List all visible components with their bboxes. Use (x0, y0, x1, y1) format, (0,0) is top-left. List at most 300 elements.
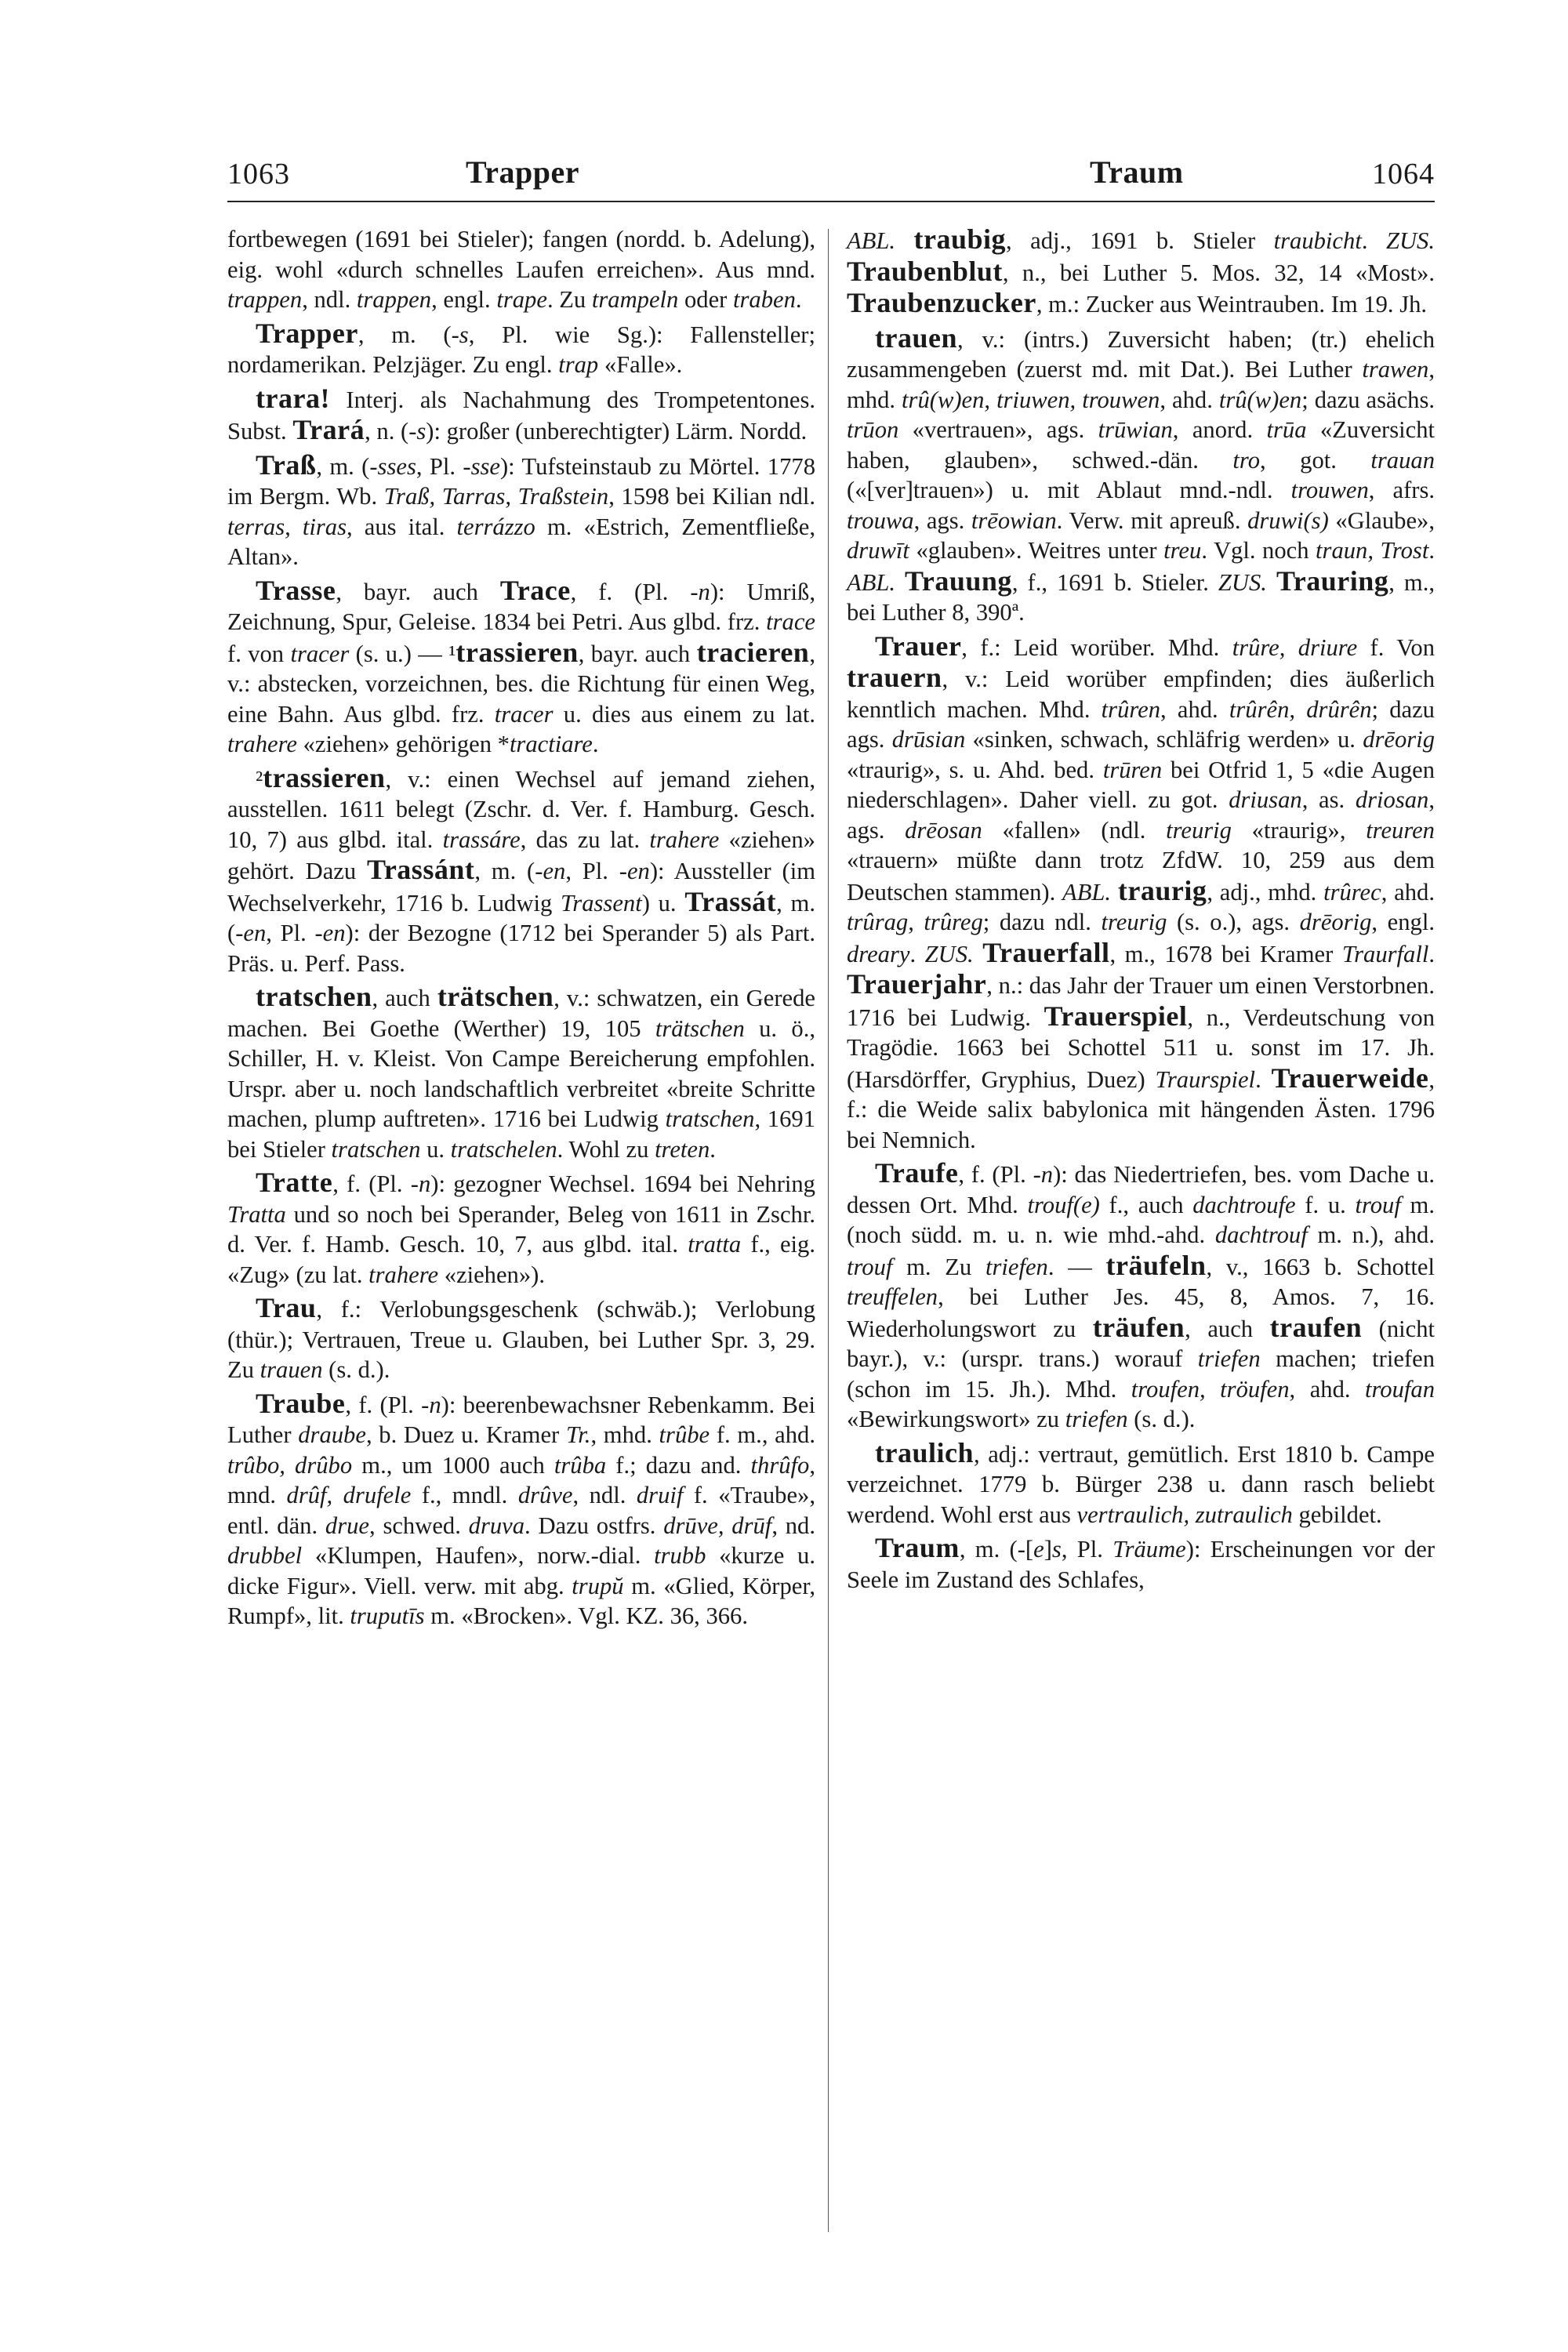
entry-text: ; dazu asächs. (1301, 386, 1435, 413)
italic-form: sse (470, 452, 500, 480)
italic-form: triefen (985, 1253, 1048, 1280)
entry-text: , v.: (intrs.) Zuversicht haben; (tr.) ehelich zusammengeben (zuerst md. mit Dat.). Bei Luther (847, 325, 1435, 383)
right-running-headword: Traum (1090, 154, 1184, 190)
entry-text: , m. (- (474, 858, 543, 884)
entry-text: m. (noch südd. m. u. n. wie mhd.-ahd. (847, 1191, 1435, 1248)
entry-text: f., eig. «Zug» (zu lat. (227, 1231, 815, 1288)
entry-text: m. n.), ahd. (1307, 1221, 1435, 1248)
entry-text: . (1361, 227, 1386, 254)
italic-form: tratschen (331, 1135, 421, 1163)
italic-form: Traß, Tarras, Traßstein (383, 483, 609, 510)
entry-text: u. (420, 1135, 451, 1163)
entry-text: , mhd. (590, 1421, 659, 1448)
italic-form: treu (1163, 537, 1202, 564)
headword: Traube (256, 1387, 346, 1419)
entry-text: f., auch (1099, 1191, 1193, 1218)
entry-text: , mnd. (227, 1451, 815, 1508)
entry-text: , auch (1185, 1315, 1270, 1342)
italic-form: trouwa (847, 506, 914, 534)
entry-text: f.; dazu and. (606, 1451, 751, 1479)
dictionary-entry (847, 1533, 1435, 1595)
italic-form: Traurfall (1341, 940, 1429, 967)
headword: traufen (1269, 1311, 1363, 1343)
entry-text: «Glaube», (1328, 506, 1435, 534)
entry-text: , m. (-[ (959, 1536, 1034, 1563)
italic-form: trassáre (442, 826, 521, 853)
italic-form: truputīs (350, 1602, 425, 1629)
italic-form: traben (733, 286, 796, 313)
entry-text: , mhd. (847, 356, 1435, 413)
entry-text: u. ö., Schiller, H. v. Kleist. Von Campe Bereicherung empfohlen. Urspr. aber u. noch landschaftlich verbreitet «breite Schritte machen, plump auftreten». 1716 bei Ludwig (227, 1014, 815, 1132)
headword: trara! (256, 382, 330, 414)
italic-form: tratta (688, 1231, 742, 1258)
italic-form: treten (655, 1135, 710, 1163)
entry-text: , got. (1260, 446, 1371, 474)
headword: traulich (875, 1436, 974, 1468)
entry-text: f., mndl. (411, 1482, 518, 1508)
italic-form: trahere (649, 826, 720, 853)
italic-form: Tr. (565, 1421, 591, 1448)
entry-text: , 1691 bei Stieler (227, 1105, 815, 1163)
italic-form: driusan (1229, 786, 1302, 813)
entry-text: , f. (Pl. - (332, 1171, 419, 1197)
italic-form: Tratta (227, 1200, 286, 1228)
italic-form: druwīt (847, 537, 909, 564)
entry-text: ; dazu ndl. (982, 909, 1102, 935)
entry-text: f. «Traube», entl. dän. (227, 1482, 815, 1539)
entry-text: (s. o.), ags. (1167, 909, 1300, 935)
entry-text: «Falle». (598, 351, 683, 378)
italic-form: drēorig (1363, 726, 1435, 753)
entry-text: . (1428, 537, 1435, 564)
headword: Trassát (684, 885, 777, 917)
headword: trassieren (263, 761, 386, 793)
dictionary-entry (227, 1293, 815, 1385)
italic-form: driosan (1355, 786, 1429, 813)
entry-text: . (592, 731, 599, 757)
entry-text: . Verw. mit apreuß. (1056, 506, 1248, 534)
right-column (847, 224, 1435, 1595)
dictionary-entry (227, 1167, 815, 1290)
italic-form: ZUS. (924, 940, 974, 967)
entry-text: , bayr. auch (578, 640, 697, 667)
entry-text: «glauben». Weitres unter (909, 537, 1164, 564)
italic-form: druwi(s) (1247, 506, 1329, 534)
entry-text: «fallen» (ndl. (982, 816, 1167, 844)
entry-text: ² (256, 765, 263, 793)
headword: Traum (875, 1532, 960, 1563)
italic-form: drēorig (1299, 909, 1372, 935)
entry-text: ) u. (641, 889, 685, 916)
dictionary-entry (847, 323, 1435, 628)
headword: Trau (256, 1292, 317, 1323)
headword: Trace (499, 574, 571, 606)
entry-text: m. Zu (892, 1253, 985, 1280)
entry-text: , n., bei Luther 5. Mos. 32, 14 «Most». (1002, 259, 1435, 286)
entry-text: . Wohl zu (557, 1135, 655, 1163)
italic-form: trûrag, trûreg (847, 909, 983, 935)
entry-text: , auch (372, 985, 437, 1011)
italic-form: en (543, 858, 566, 884)
entry-text: . (1255, 1065, 1272, 1093)
italic-form: n (418, 1171, 431, 1197)
entry-text: (s. d.). (1127, 1406, 1196, 1432)
italic-form: trūa (1266, 416, 1307, 443)
entry-text: , v., 1663 b. Schottel (1206, 1253, 1435, 1280)
headword: Trassánt (366, 854, 475, 885)
italic-form: ZUS. (1385, 227, 1435, 254)
entry-text: , n., Verdeutschung von Tragödie. 1663 bei Schottel 511 u. sonst im 17. Jh. (Harsdörffer, Gryphius, Duez) (847, 1004, 1435, 1093)
italic-form: drûve (517, 1482, 573, 1508)
entry-text: f. m., ahd. (710, 1421, 815, 1448)
italic-form: triefen (1065, 1406, 1128, 1432)
italic-form: troufen, tröufen (1131, 1375, 1290, 1403)
headword: Trará (292, 414, 365, 445)
headword: traubig (913, 223, 1007, 255)
entry-text: , as. (1301, 786, 1356, 813)
entry-text: bei Otfrid 1, 5 «die Augen niederschlagen». Daher viell. zu got. (847, 756, 1435, 813)
headword: trätschen (437, 981, 554, 1012)
entry-text: , Pl. - (416, 452, 471, 480)
entry-text: «traurig», (1231, 816, 1367, 844)
italic-form: trubb (654, 1542, 706, 1569)
entry-text: ): der Bezogne (1712 bei Sperander 5) als Part. Präs. u. Perf. Pass. (227, 920, 815, 977)
entry-text: (s. u.) — ¹ (349, 640, 456, 667)
entry-text: ): Erscheinungen vor der Seele im Zustand des Schlafes, (847, 1536, 1436, 1593)
italic-form: dachtrouf (1214, 1221, 1308, 1248)
italic-form: drēosan (905, 816, 982, 844)
entry-text: ): beerenbewachsner Rebenkamm. Bei Luther (227, 1391, 815, 1448)
headword: Trauung (905, 564, 1012, 597)
italic-form: treurig (1101, 909, 1167, 935)
entry-continuation (227, 224, 815, 315)
left-column (227, 224, 815, 1632)
italic-form: trauen (260, 1356, 323, 1383)
entry-text: . Vgl. noch (1201, 537, 1316, 564)
entry-text: , m., 1678 bei Kramer (1109, 940, 1342, 967)
italic-form: ZUS. (1218, 568, 1267, 596)
entry-text: , ahd. (1160, 695, 1229, 723)
italic-form: trätschen (655, 1014, 745, 1042)
entry-text: , adj.: vertraut, gemütlich. Erst 1810 b. Campe verzeichnet. 1779 b. Bürger 238 u. dann rasch beliebt werdend. Wohl erst aus (847, 1440, 1435, 1528)
italic-form: n (429, 1391, 441, 1418)
entry-text: , f. (Pl. - (570, 578, 699, 605)
headword: träufen (1092, 1311, 1185, 1343)
dictionary-entry (847, 1158, 1435, 1435)
headword: Traß (256, 448, 317, 481)
italic-form: ABL. (1062, 878, 1112, 906)
italic-form: terrázzo (456, 513, 535, 540)
entry-text: f. u. (1295, 1191, 1356, 1218)
entry-text: «Zuversicht haben, glauben», schwed.-dän. (847, 416, 1435, 474)
entry-text: gebildet. (1292, 1501, 1382, 1528)
entry-text: Interj. als Nachahmung des Trompetentones. Subst. (227, 386, 815, 445)
headword: Trapper (256, 317, 358, 349)
entry-text (895, 227, 913, 254)
italic-form: drue (325, 1512, 370, 1539)
entry-text: m. «Estrich, Zementfließe, Altan». (227, 513, 815, 570)
entry-text: , ags. (847, 786, 1435, 844)
entry-text: ): gezogner Wechsel. 1694 bei Nehring (430, 1171, 815, 1197)
entry-text: , m. (- (358, 321, 459, 348)
headword: Trauring (1276, 564, 1389, 597)
italic-form: trouf (1355, 1191, 1401, 1218)
entry-text: «vertrauen», ags. (898, 416, 1098, 443)
entry-text: («[ver]trauen») u. mit Ablaut mnd.-ndl. (847, 477, 1291, 503)
entry-text: , 1598 bei Kilian ndl. (608, 483, 816, 510)
entry-text: , ndl. (302, 286, 357, 313)
entry-text: , m., bei Luther 8, 390ª. (847, 568, 1435, 626)
italic-form: thrûfo (750, 1451, 810, 1479)
entry-text: «ziehen»). (438, 1261, 545, 1288)
entry-text: ): Tufsteinstaub zu Mörtel. 1778 im Bergm. Wb. (227, 452, 815, 510)
italic-form: troufan (1365, 1375, 1435, 1403)
italic-form: trûrec (1323, 878, 1381, 906)
italic-form: trēowian (971, 506, 1057, 534)
entry-text: , Pl. - (565, 858, 627, 884)
italic-form: tractiare (509, 731, 593, 757)
italic-form: n (698, 578, 710, 605)
headword: traurig (1117, 874, 1207, 906)
dictionary-entry (227, 318, 815, 380)
entry-text: , adj., 1691 b. Stieler (1006, 227, 1274, 254)
italic-form: trahere (227, 731, 297, 757)
italic-form: treuren (1366, 816, 1435, 844)
entry-text: m., um 1000 auch (352, 1451, 554, 1479)
entry-text: f. von (227, 640, 291, 667)
entry-text: , m. (- (227, 889, 815, 946)
italic-form: treurig (1166, 816, 1232, 844)
italic-form: trap (558, 351, 599, 378)
entry-text: , f. (Pl. - (345, 1391, 430, 1418)
italic-form: trûba (554, 1451, 607, 1479)
italic-form: traubicht (1273, 227, 1362, 254)
italic-form: druif (636, 1482, 684, 1508)
entry-text: «ziehen» gehört. Dazu (227, 826, 815, 884)
headword: Tratte (256, 1167, 333, 1198)
entry-text: ): das Niedertriefen, bes. vom Dache u. dessen Ort. Mhd. (847, 1161, 1435, 1218)
entry-text: , ahd. (1381, 878, 1435, 906)
entry-continuation (847, 224, 1435, 320)
entry-text (895, 569, 905, 596)
entry-text: m. «Glied, Körper, Rumpf», lit. (227, 1572, 815, 1629)
entry-text: «Bewirkungswort» zu (847, 1406, 1065, 1432)
italic-form: n (1040, 1161, 1054, 1188)
headword: Trauer (875, 630, 962, 662)
entry-text: oder (678, 286, 734, 313)
entry-text: «Klumpen, Haufen», norw.-dial. (302, 1542, 655, 1569)
entry-text: . (795, 286, 802, 313)
entry-text: , Pl. wie Sg.): Fallensteller; nordamerikan. Pelzjäger. Zu engl. (227, 321, 815, 378)
italic-form: trouwen (1290, 477, 1369, 503)
entry-text: m. «Brocken». Vgl. KZ. 36, 366. (424, 1602, 748, 1629)
entry-text: , m.: Zucker aus Weintrauben. Im 19. Jh. (1036, 291, 1428, 318)
entry-text: (s. d.). (322, 1356, 390, 1383)
entry-text: ): Umriß, Zeichnung, Spur, Geleise. 1834 bei Petri. Aus glbd. frz. (227, 578, 815, 635)
italic-form: trûre, driure (1232, 633, 1358, 661)
entry-text: , b. Duez u. Kramer (365, 1421, 566, 1448)
italic-form: dachtroufe (1192, 1191, 1296, 1218)
entry-text: , engl. (1371, 909, 1435, 935)
italic-form: tratschelen (450, 1135, 557, 1163)
entry-text: machen; triefen (schon im 15. Jh.). Mhd. (847, 1345, 1435, 1403)
running-header (227, 154, 1435, 202)
column-divider (828, 229, 829, 2232)
italic-form: druva (468, 1512, 525, 1539)
italic-form: tratschen (665, 1105, 755, 1132)
entry-text: , Pl. (1061, 1536, 1113, 1563)
entry-text (974, 941, 983, 967)
italic-form: trû(w)en, triuwen, trouwen (902, 386, 1160, 413)
headword: Trasse (256, 574, 336, 606)
italic-form: drubbel (227, 1542, 303, 1569)
dictionary-entry (227, 763, 815, 979)
headword: Trauerweide (1271, 1062, 1429, 1094)
headword: träufeln (1105, 1249, 1207, 1281)
headword: tracieren (696, 636, 810, 668)
italic-form: tracer (290, 640, 350, 667)
italic-form: vertraulich, zutraulich (1076, 1501, 1293, 1528)
entry-text: «traurig», s. u. Ahd. bed. (847, 756, 1103, 783)
entry-text: «ziehen» gehörigen * (296, 731, 510, 757)
entry-text: , nd. (771, 1512, 815, 1539)
italic-form: en (243, 920, 267, 946)
italic-form: triefen (1197, 1345, 1261, 1372)
headword: Trauerspiel (1044, 1000, 1188, 1032)
entry-text: , adj., mhd. (1207, 878, 1324, 906)
entry-text: , m. (- (316, 452, 378, 480)
italic-form: drûf, drufele (286, 1482, 412, 1508)
entry-text: , f.: Leid worüber. Mhd. (961, 633, 1232, 661)
entry-text: , ags. (913, 506, 971, 534)
left-page-number: 1063 (227, 158, 290, 191)
italic-form: trû(w)en (1218, 386, 1302, 413)
entry-text (1111, 879, 1118, 906)
entry-text: ] (1044, 1536, 1052, 1563)
headword: Trauerfall (982, 936, 1110, 968)
headword: Trauerjahr (847, 968, 987, 1000)
dictionary-entry (847, 1438, 1435, 1530)
entry-text: und so noch bei Sperander, Beleg von 1611 in Zschr. d. Ver. f. Hamb. Gesch. 10, 7, aus glbd. ital. (227, 1200, 815, 1258)
entry-text: . — (1047, 1253, 1106, 1280)
entry-text: , f.: Verlobungsgeschenk (schwäb.); Verlobung (thür.); Vertrauen, Treue u. Glauben, bei Luther Spr. 3, 29. Zu (227, 1296, 815, 1383)
entry-text: ): großer (unberechtigter) Lärm. Nordd. (426, 418, 808, 445)
italic-form: trouf (847, 1253, 893, 1280)
entry-text: , bei Luther Jes. 45, 8, Amos. 7, 16. Wiederholungswort zu (847, 1283, 1435, 1342)
entry-text: ): Aussteller (im Wechselverkehr, 1716 b. Ludwig (227, 858, 815, 916)
italic-form: s (459, 321, 469, 348)
entry-text: , anord. (1172, 416, 1267, 443)
italic-form: trace (766, 608, 815, 635)
italic-form: trappen (227, 286, 303, 313)
entry-text: , n.: das Jahr der Trauer um einen Verstorbnen. 1716 bei Ludwig. (847, 972, 1435, 1031)
italic-form: trappen (356, 286, 432, 313)
left-running-headword: Trapper (466, 154, 579, 190)
entry-text: , f.: die Weide salix babylonica mit hängenden Ästen. 1796 bei Nemnich. (847, 1065, 1435, 1153)
dictionary-entry (227, 383, 815, 447)
headword: tratschen (256, 981, 372, 1012)
headword: trauern (847, 662, 942, 693)
entry-text: , ahd. (1160, 386, 1219, 413)
italic-form: trûrên, drûrên (1229, 695, 1372, 723)
entry-text: . (909, 940, 925, 967)
italic-form: draube (298, 1421, 366, 1448)
italic-form: Traurspiel (1155, 1065, 1256, 1093)
headword: Traubenblut (847, 255, 1003, 287)
entry-text: «kurze u. dicke Figur». Viell. verw. mit abg. (227, 1542, 815, 1599)
headword: trauen (875, 321, 957, 354)
entry-text: , f. (Pl. - (958, 1161, 1041, 1188)
entry-text: , ndl. (572, 1482, 637, 1508)
italic-form: sses (377, 452, 416, 480)
italic-form: drūve, drūf (663, 1512, 772, 1539)
entry-text: , v.: abstecken, vorzeichnen, bes. die Richtung für einen Weg, eine Bahn. Aus glbd. frz. (227, 640, 815, 728)
entry-text: u. dies aus einem zu lat. (553, 700, 815, 728)
italic-form: trupŭ (572, 1572, 624, 1599)
italic-form: trape (496, 286, 547, 313)
entry-text: , ahd. (1289, 1375, 1366, 1403)
entry-text: , bayr. auch (336, 578, 500, 605)
entry-text: , schwed. (369, 1512, 469, 1539)
entry-text: , Pl. - (266, 920, 323, 946)
headword: Traufe (875, 1157, 959, 1189)
entry-text: , n. (- (365, 418, 417, 445)
italic-form: dreary (847, 940, 910, 967)
dictionary-entry (227, 450, 815, 572)
dictionary-entry (227, 1388, 815, 1632)
dictionary-entry (847, 631, 1435, 1156)
entry-text: , afrs. (1368, 477, 1435, 503)
italic-form: trûbo, drûbo (227, 1451, 353, 1479)
entry-text: , engl. (431, 286, 497, 313)
entry-text: . (710, 1135, 716, 1163)
italic-form: ABL. (847, 568, 896, 596)
italic-form: tro (1232, 446, 1260, 474)
italic-form: trūwian (1098, 416, 1173, 443)
entry-text: f. Von (1357, 633, 1435, 661)
italic-form: trahere (368, 1261, 439, 1288)
italic-form: traun, Trost (1316, 537, 1429, 564)
italic-form: trûren (1101, 695, 1161, 723)
entry-text: , v.: einen Wechsel auf jemand ziehen, ausstellen. 1611 belegt (Zschr. d. Ver. f. Hamburg. Gesch. 10, 7) aus glbd. ital. (227, 765, 815, 853)
italic-form: terras, tiras (227, 513, 347, 540)
italic-form: tracer (494, 700, 554, 728)
italic-form: en (626, 858, 650, 884)
entry-text: , f., 1691 b. Stieler. (1011, 568, 1218, 596)
italic-form: trawen (1362, 356, 1429, 383)
italic-form: trauan (1370, 446, 1435, 474)
italic-form: Trassent (560, 889, 642, 916)
italic-form: e (1033, 1536, 1044, 1563)
italic-form: s (1051, 1536, 1062, 1563)
entry-text: ; dazu ags. (847, 695, 1435, 753)
dictionary-entry (227, 575, 815, 760)
dictionary-entry (227, 982, 815, 1164)
entry-text: , v.: Leid worüber empfinden; dies äußerlich kenntlich machen. Mhd. (847, 666, 1435, 723)
italic-form: Träume (1112, 1536, 1186, 1563)
entry-text: fortbewegen (1691 bei Stieler); fangen (nordd. b. Adelung), eig. wohl «durch schnelles Laufen erreichen». Aus mnd. (227, 226, 815, 283)
entry-text: . (1428, 940, 1436, 967)
entry-text (1267, 569, 1276, 596)
entry-text: . Dazu ostfrs. (524, 1512, 664, 1539)
italic-form: treuffelen (847, 1283, 938, 1310)
entry-text: . Zu (546, 286, 592, 313)
italic-form: ABL. (847, 227, 896, 254)
italic-form: en (322, 920, 346, 946)
italic-form: trampeln (591, 286, 679, 313)
italic-form: drūsian (891, 726, 966, 753)
italic-form: trûbe (659, 1421, 710, 1448)
